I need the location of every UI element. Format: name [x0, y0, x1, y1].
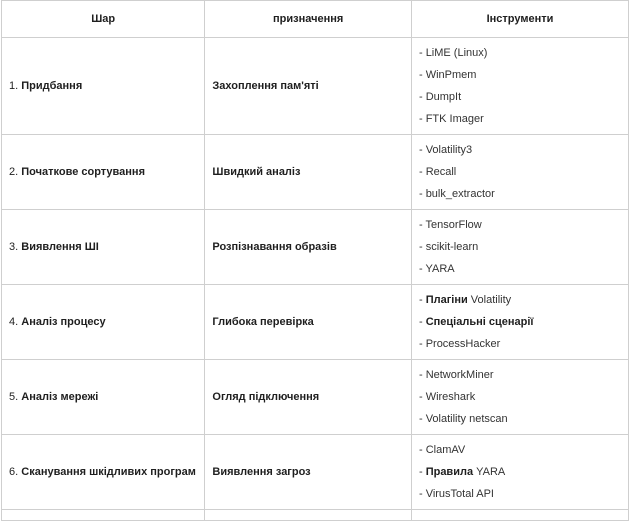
layer-number: 3. [9, 241, 19, 253]
tool-bullet: - [418, 166, 426, 178]
tool-text: ClamAV [425, 444, 466, 456]
header-tools: Інструменти [411, 1, 628, 38]
tool-text: FTK Imager [425, 113, 484, 125]
tool-item [419, 364, 621, 386]
layer-cell [2, 210, 205, 285]
layer-number: 2. [9, 166, 19, 178]
tool-bullet: - [418, 488, 426, 500]
tools-cell [411, 435, 628, 510]
tools-cell [411, 38, 628, 135]
tools-cell [411, 360, 628, 435]
layer-name: Виявлення ШІ [21, 241, 99, 253]
table-body [2, 38, 629, 521]
tool-bold-text: Плагіни [425, 294, 468, 306]
tool-item [419, 42, 621, 64]
tool-bullet: - [418, 144, 426, 156]
tool-item [419, 108, 621, 130]
purpose-cell: Виявлення загроз [205, 435, 412, 510]
tool-text: Volatility netscan [425, 413, 508, 425]
tool-text: Wireshark [425, 391, 476, 403]
layer-cell [2, 435, 205, 510]
tool-bold-text: Правила [425, 466, 474, 478]
tool-bullet: - [418, 69, 426, 81]
layer-cell [2, 38, 205, 135]
layer-name: Придбання [21, 80, 83, 92]
tool-bullet: - [418, 241, 426, 253]
layer-number: 5. [9, 391, 19, 403]
header-layer: Шар [2, 1, 205, 38]
tool-item [419, 386, 621, 408]
table-row [2, 210, 629, 285]
tool-bullet: - [418, 113, 426, 125]
tool-item [419, 483, 621, 505]
layer-name: Початкове сортування [21, 166, 145, 178]
tool-item [419, 333, 621, 355]
layer-cell [2, 135, 205, 210]
table-row [2, 38, 629, 135]
purpose-cell: Глибока перевірка [205, 285, 412, 360]
tool-bullet: - [418, 316, 426, 328]
tool-bullet: - [418, 47, 426, 59]
tool-bullet: - [418, 294, 426, 306]
tool-bullet: - [418, 466, 426, 478]
tool-text: VirusTotal API [425, 488, 494, 500]
layer-number: 6. [9, 466, 19, 478]
table-row [2, 360, 629, 435]
layers-table [1, 0, 629, 521]
tool-item [419, 64, 621, 86]
tool-item [419, 161, 621, 183]
tool-text: Volatility3 [425, 144, 473, 156]
purpose-cell: Огляд підключення [205, 360, 412, 435]
purpose-cell: Захоплення пам'яті [205, 38, 412, 135]
tool-item [419, 439, 621, 461]
tool-text: WinPmem [425, 69, 477, 81]
tool-bullet: - [418, 219, 426, 231]
layer-number: 1. [9, 80, 19, 92]
tool-item [419, 139, 621, 161]
tool-bullet: - [418, 263, 426, 275]
table-row [2, 435, 629, 510]
table-row [2, 285, 629, 360]
tool-text: YARA [473, 466, 506, 478]
tool-text: Recall [425, 166, 457, 178]
tool-bullet: - [418, 338, 426, 350]
tool-item [419, 236, 621, 258]
tools-cell [411, 135, 628, 210]
layer-name: Аналіз процесу [21, 316, 106, 328]
tool-text: TensorFlow [425, 219, 482, 231]
tool-text: ProcessHacker [425, 338, 501, 350]
tool-item [419, 258, 621, 280]
tool-text: scikit-learn [425, 241, 479, 253]
tool-item [419, 461, 621, 483]
header-purpose: призначення [205, 1, 412, 38]
tool-bullet: - [418, 391, 426, 403]
tool-text: YARA [425, 263, 455, 275]
header-row [2, 1, 629, 38]
tool-item [419, 311, 621, 333]
tool-item [419, 408, 621, 430]
tool-item [419, 289, 621, 311]
tool-bullet: - [418, 188, 426, 200]
tool-text: LiME (Linux) [425, 47, 488, 59]
tool-bold-text: Спеціальні сценарії [425, 316, 534, 328]
tools-cell [411, 285, 628, 360]
tool-text: DumpIt [425, 91, 462, 103]
tool-item [419, 214, 621, 236]
layer-name: Сканування шкідливих програм [21, 466, 196, 478]
layer-name: Аналіз мережі [21, 391, 99, 403]
layer-cell [2, 360, 205, 435]
layer-number: 4. [9, 316, 19, 328]
purpose-cell: Розпізнавання образів [205, 210, 412, 285]
table-row [2, 135, 629, 210]
layer-cell [2, 285, 205, 360]
tool-bullet: - [418, 413, 426, 425]
tool-item [419, 86, 621, 108]
tool-text: Volatility [467, 294, 512, 306]
tool-item [419, 183, 621, 205]
tool-text: NetworkMiner [425, 369, 494, 381]
tool-bullet: - [418, 91, 426, 103]
tool-text: bulk_extractor [425, 188, 495, 200]
tool-bullet: - [418, 369, 426, 381]
tool-bullet: - [418, 444, 426, 456]
purpose-cell: Швидкий аналіз [205, 135, 412, 210]
tools-cell [411, 210, 628, 285]
